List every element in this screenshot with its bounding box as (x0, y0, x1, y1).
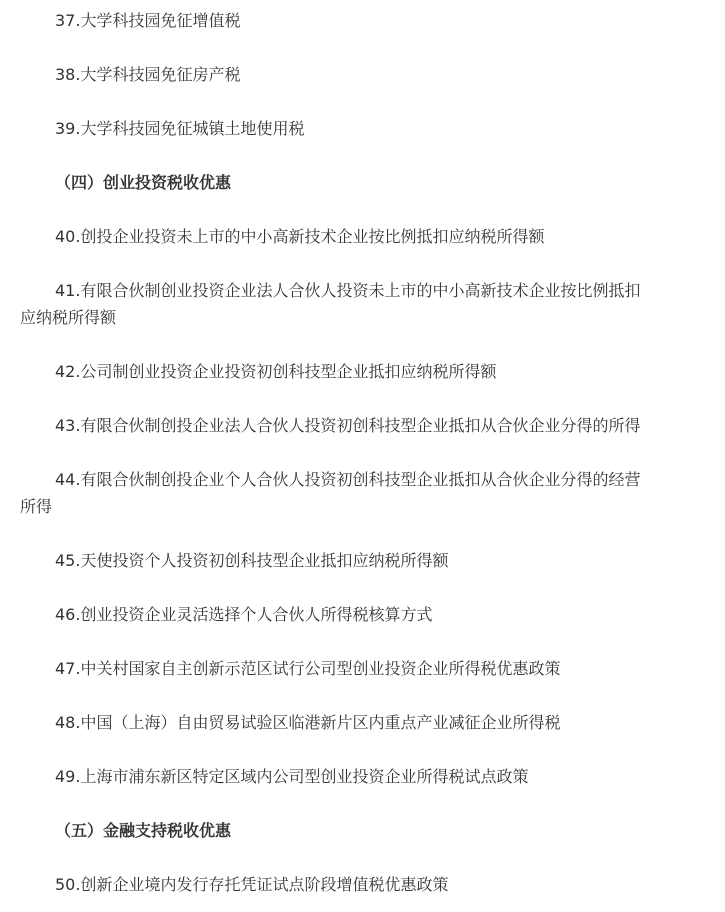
list-item: 48.中国（上海）自由贸易试验区临港新片区内重点产业减征企业所得税 (55, 713, 561, 732)
list-item: 40.创投企业投资未上市的中小高新技术企业按比例抵扣应纳税所得额 (55, 227, 545, 246)
section-heading: （五）金融支持税收优惠 (55, 821, 232, 840)
section-heading: （四）创业投资税收优惠 (55, 173, 232, 192)
list-item: 50.创新企业境内发行存托凭证试点阶段增值税优惠政策 (55, 875, 449, 894)
list-item: 41.有限合伙制创业投资企业法人合伙人投资未上市的中小高新技术企业按比例抵扣 (55, 281, 641, 300)
list-item: 49.上海市浦东新区特定区域内公司型创业投资企业所得税试点政策 (55, 767, 529, 786)
list-item: 45.天使投资个人投资初创科技型企业抵扣应纳税所得额 (55, 551, 449, 570)
list-item: 46.创业投资企业灵活选择个人合伙人所得税核算方式 (55, 605, 433, 624)
list-item-continuation: 应纳税所得额 (20, 308, 117, 327)
list-item-continuation: 所得 (20, 497, 53, 516)
list-item: 38.大学科技园免征房产税 (55, 65, 241, 84)
list-item: 42.公司制创业投资企业投资初创科技型企业抵扣应纳税所得额 (55, 362, 497, 381)
list-item: 43.有限合伙制创投企业法人合伙人投资初创科技型企业抵扣从合伙企业分得的所得 (55, 416, 641, 435)
list-item: 37.大学科技园免征增值税 (55, 11, 241, 30)
list-item: 44.有限合伙制创投企业个人合伙人投资初创科技型企业抵扣从合伙企业分得的经营 (55, 470, 641, 489)
list-item: 39.大学科技园免征城镇土地使用税 (55, 119, 305, 138)
list-item: 47.中关村国家自主创新示范区试行公司型创业投资企业所得税优惠政策 (55, 659, 561, 678)
